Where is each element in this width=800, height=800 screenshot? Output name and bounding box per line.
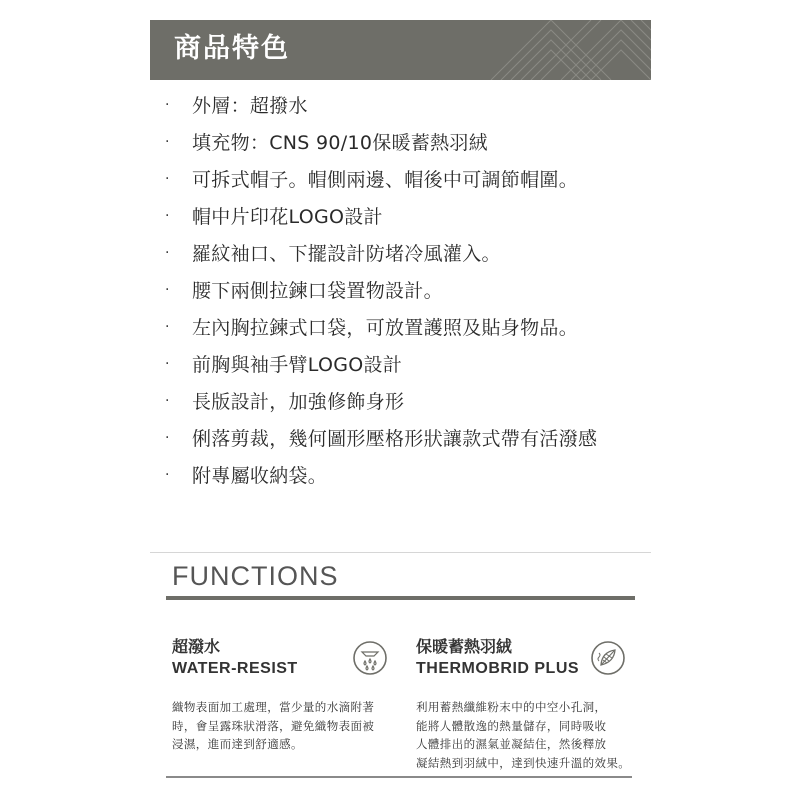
function-name-en: WATER-RESIST [172,660,298,677]
bullet: · [165,207,170,224]
header-banner [150,20,651,80]
bullet: · [165,96,170,113]
section-divider [150,552,651,553]
bullet: · [165,392,170,409]
feature-item: · 俐落剪裁，幾何圖形壓格形狀讓款式帶有活潑感 [165,428,598,450]
bottom-divider [166,776,632,778]
feature-item: · 前胸與袖手臂LOGO設計 [165,354,403,376]
bullet: · [165,244,170,261]
bullet: · [165,281,170,298]
feature-item: · 外層：超撥水 [165,95,308,117]
feature-item: · 附專屬收納袋。 [165,465,328,487]
bullet: · [165,429,170,446]
feature-item: · 可拆式帽子。帽側兩邊、帽後中可調節帽圍。 [165,169,579,191]
function-name-en: THERMOBRID PLUS [416,660,580,677]
functions-underline [166,596,635,600]
function-name-cn: 超潑水 [172,637,221,656]
functions-title: FUNCTIONS [172,561,339,591]
feather-heat-icon [590,640,626,676]
feature-item: · 帽中片印花LOGO設計 [165,206,383,228]
function-description: 織物表面加工處理，當少量的水滴附著 時，會呈露珠狀滑落，避免織物表面被 浸濕，進而達到舒適感。 [172,700,375,751]
bullet: · [165,466,170,483]
feature-list [165,86,645,493]
bullet: · [165,318,170,335]
feature-item: · 填充物：CNS 90/10保暖蓄熱羽絨 [165,132,489,154]
feature-item: · 羅紋袖口、下擺設計防堵冷風灌入。 [165,243,501,265]
feature-item: · 左內胸拉鍊式口袋，可放置護照及貼身物品。 [165,317,579,339]
function-name-cn: 保暖蓄熱羽絨 [416,637,513,656]
water-drops-icon [352,640,388,676]
bullet: · [165,133,170,150]
section-title: 商品特色 [174,33,290,64]
function-description: 利用蓄熱纖維粉末中的中空小孔洞， 能將人體散逸的熱量儲存，同時吸收 人體排出的濕氣並凝結住，然後釋放 凝結熱到羽絨中，達到快速升溫的效果。 [416,700,631,770]
banner-geometric-pattern [431,20,651,80]
feature-item: · 長版設計，加強修飾身形 [165,391,405,413]
feature-item: · 腰下兩側拉鍊口袋置物設計。 [165,280,443,302]
bullet: · [165,355,170,372]
bullet: · [165,170,170,187]
